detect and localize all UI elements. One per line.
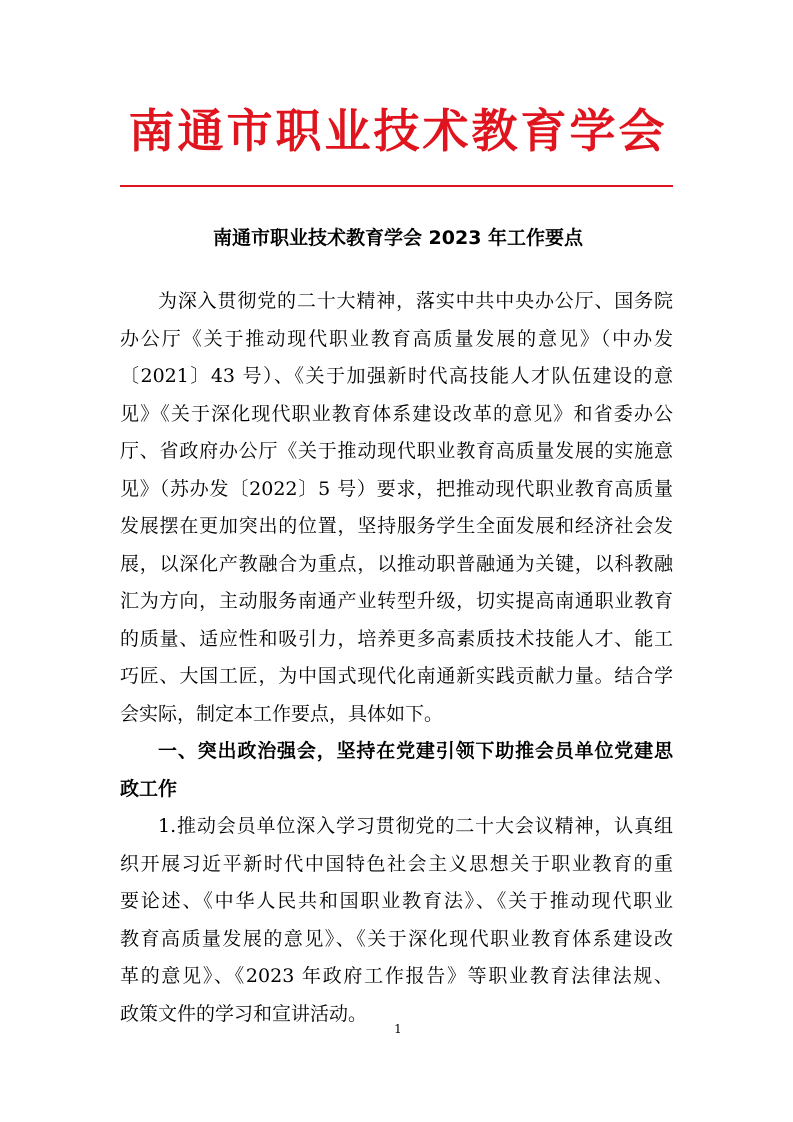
paragraph-line: 发展摆在更加突出的位置，坚持服务学生全面发展和经济社会发 [120,515,673,537]
paragraph-line: 1.推动会员单位深入学习贯彻党的二十大会议精神，认真组 [158,815,673,837]
paragraph-line: 革的意见》、《2023 年政府工作报告》等职业教育法律法规、 [120,965,673,987]
intro-paragraph [120,283,673,733]
paragraph-line: 教育高质量发展的意见》、《关于深化现代职业教育体系建设改 [120,927,673,950]
heading-line: 政工作 [120,777,178,800]
paragraph-line: 展，以深化产教融合为重点，以推动职普融通为关键，以科教融 [120,552,673,575]
paragraph-line: 办公厅《关于推动现代职业教育高质量发展的意见》（中办发 [120,327,673,350]
paragraph-line: 政策文件的学习和宣讲活动。 [120,1002,368,1025]
paragraph-line: 为深入贯彻党的二十大精神，落实中共中央办公厅、国务院 [158,290,673,312]
paragraph-line: 〔2021〕43 号）、《关于加强新时代高技能人才队伍建设的意 [120,365,673,387]
masthead-title: 南通市职业技术教育学会 [128,104,668,158]
heading-line: 一、突出政治强会，坚持在党建引领下助推会员单位党建思 [158,740,673,762]
paragraph-line: 的质量、适应性和吸引力，培养更多高素质技术技能人才、能工 [120,627,673,650]
page-number: 1 [394,1022,402,1036]
paragraph-line: 巧匠、大国工匠，为中国式现代化南通新实践贡献力量。结合学 [120,665,673,687]
document-title: 南通市职业技术教育学会 2023 年工作要点 [212,227,584,249]
paragraph-line: 见》《关于深化现代职业教育体系建设改革的意见》和省委办公 [120,402,673,425]
item-paragraph [120,808,673,1033]
paragraph-line: 见》（苏办发〔2022〕5 号）要求，把推动现代职业教育高质量 [120,477,673,500]
paragraph-line: 织开展习近平新时代中国特色社会主义思想关于职业教育的重 [120,852,673,875]
paragraph-line: 要论述、《中华人民共和国职业教育法》、《关于推动现代职业 [120,890,673,912]
section-heading [120,733,673,808]
paragraph-line: 厅、省政府办公厅《关于推动现代职业教育高质量发展的实施意 [120,440,673,462]
document-body [120,283,673,1033]
paragraph-line: 汇为方向，主动服务南通产业转型升级，切实提高南通职业教育 [120,590,673,612]
paragraph-line: 会实际，制定本工作要点，具体如下。 [120,702,444,725]
masthead-red-rule [120,185,673,187]
